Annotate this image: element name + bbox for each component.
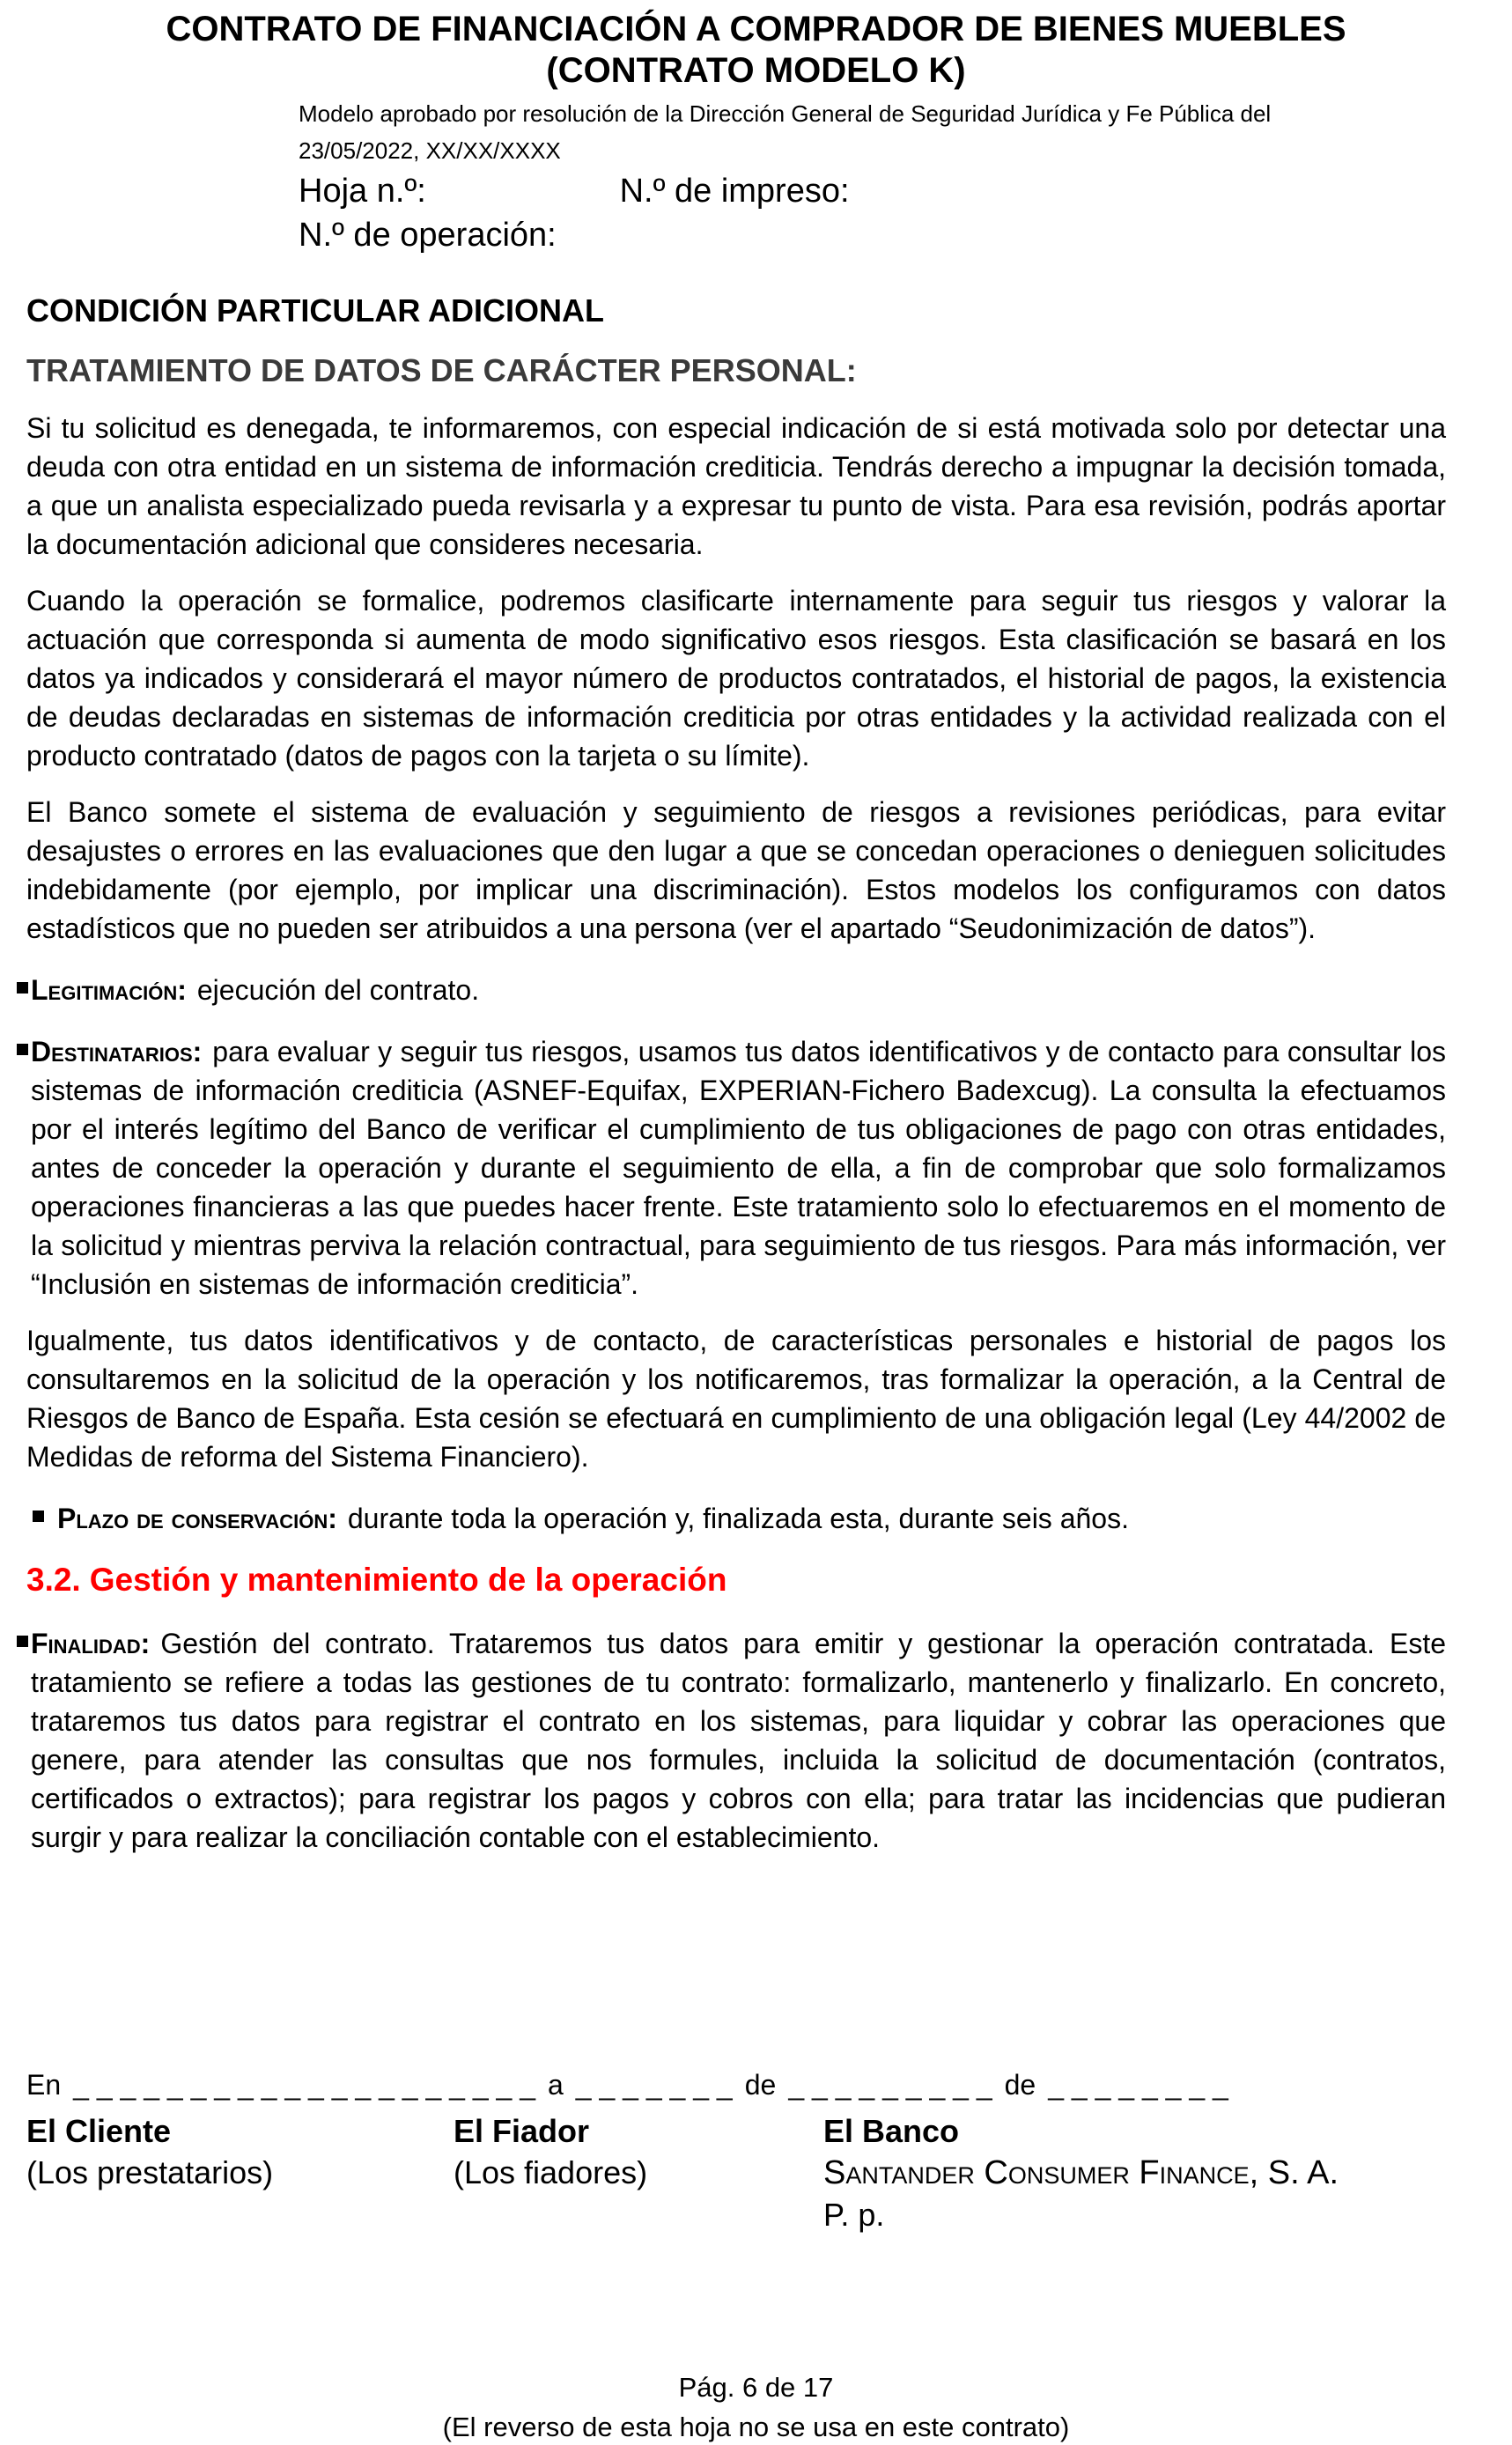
signature-columns: [0, 2104, 1512, 2289]
guarantor-name: El Fiador: [454, 2113, 590, 2149]
page-footer: [0, 2367, 1512, 2445]
legitimacion-text: ejecución del contrato.: [196, 974, 480, 1006]
destinatarios-text: para evaluar y seguir tus riesgos, usamos tus datos identificativos y de contacto para consultar los sistemas de información crediticia (ASNEF-Equifax, EXPERIAN-Fichero Badexcug). La consulta la efectuamos por el interés legítimo del Banco de verificar el cumplimiento de tus obligaciones de pago con otras entidades, antes de conceder la operación y durante el seguimiento de ella, a fin de comprobar que solo formalizamos operaciones financieras a las que puedes hacer frente. Este tratamiento solo lo efectuaremos en el momento de la solicitud y mientras perviva la relación contractual, para seguimiento de tus riesgos. Para más información, ver “Inclusión en sistemas de información crediticia”.: [31, 1036, 1446, 1300]
operation-number-label: N.º de operación:: [299, 217, 557, 254]
section-heading: CONDICIÓN PARTICULAR ADICIONAL: [26, 292, 604, 329]
bullet-legitimacion: [31, 971, 1446, 1009]
signature-client-column: [26, 2111, 273, 2194]
document-title-line2: (CONTRATO MODELO K): [546, 51, 966, 90]
approval-note-line1: Modelo aprobado por resolución de la Dirección General de Seguridad Jurídica y Fe Pública del: [299, 100, 1272, 127]
place-label: En: [26, 2069, 62, 2101]
bullet-plazo-conservacion: [57, 1499, 1446, 1538]
sheet-number-label: Hoja n.º:: [299, 173, 426, 210]
guarantor-role: (Los fiadores): [454, 2154, 648, 2190]
legitimacion-label: Legitimación:: [31, 974, 187, 1006]
paragraph-igualmente: Igualmente, tus datos identificativos y de contacto, de características personales e historial de pagos los consultaremos en la solicitud de la operación y los notificaremos, tras formalizar la operación, a la Central de Riesgos de Banco de España. Esta cesión se efectuará en cumplimiento de una obligación legal (Ley 44/2002 de Medidas de reforma del Sistema Financiero).: [26, 1325, 1446, 1473]
destinatarios-label: Destinatarios:: [31, 1036, 203, 1067]
signature-block: [0, 2065, 1512, 2289]
plazo-text: durante toda la operación y, finalizada esta, durante seis años.: [347, 1503, 1129, 1534]
bank-pp: P. p.: [823, 2197, 885, 2233]
day-blank: _ _ _ _ _ _ _: [575, 2069, 733, 2101]
paragraph-revisiones: El Banco somete el sistema de evaluación y seguimiento de riesgos a revisiones periódicas, para evitar desajustes o errores en las evaluaciones que den lugar a que se concedan operaciones o denieguen solicitudes indebidamente (por ejemplo, por implicar una discriminación). Estos modelos los configuramos con datos estadísticos que no pueden ser atribuidos a una persona (ver el apartado “Seudonimización de datos”).: [26, 796, 1446, 944]
bullet-destinatarios: [31, 1032, 1446, 1304]
document-title-line1: CONTRATO DE FINANCIACIÓN A COMPRADOR DE BIENES MUEBLES: [166, 10, 1346, 48]
paragraph-denegada: Si tu solicitud es denegada, te informaremos, con especial indicación de si está motivada solo por detectar una deuda con otra entidad en un sistema de información crediticia. Tendrás derecho a impugnar la decisión tomada, a que un analista especializado pueda revisarla y a expresar tu punto de vista. Para esa revisión, podrás aportar la documentación adicional que consideres necesaria.: [26, 412, 1446, 560]
subsection-title: Gestión y mantenimiento de la operación: [89, 1562, 727, 1598]
bank-name: El Banco: [823, 2113, 960, 2149]
signature-date-line: [26, 2065, 1512, 2104]
place-blank: _ _ _ _ _ _ _ _ _ _ _ _ _ _ _ _ _ _ _ _: [73, 2069, 535, 2101]
header-info-block: [299, 95, 1512, 257]
finalidad-text: Gestión del contrato. Trataremos tus datos para emitir y gestionar la operación contratada. Este tratamiento se refiere a todas las gestiones de tu contrato: formalizarlo, mantenerlo y finalizarlo. En concreto, trataremos tus datos para registrar el contrato en los sistemas, para liquidar y cobrar las operaciones que genere, para atender las consultas que nos formules, incluida la solicitud de documentación (contratos, certificados o extractos); para registrar los pagos y cobros con ella; para tratar las incidencias que pudieran surgir y para realizar la conciliación contable con el establecimiento.: [31, 1628, 1446, 1853]
subsection-heading-gestion: [26, 1559, 1446, 1601]
plazo-label: Plazo de conservación:: [57, 1503, 337, 1534]
bullet-finalidad: [31, 1624, 1446, 1857]
document-header: [0, 0, 1512, 92]
client-name: El Cliente: [26, 2113, 172, 2149]
page-indicator: Pág. 6 de 17: [678, 2372, 834, 2403]
day-label: a: [548, 2069, 564, 2101]
year-label: de: [1004, 2069, 1036, 2101]
data-protection-subheading: TRATAMIENTO DE DATOS DE CARÁCTER PERSONAL:: [26, 352, 857, 388]
signature-guarantor-column: [454, 2111, 647, 2194]
client-role: (Los prestatarios): [26, 2154, 274, 2190]
year-blank: _ _ _ _ _ _ _ _: [1048, 2069, 1228, 2101]
month-label: de: [744, 2069, 777, 2101]
signature-bank-column: [823, 2111, 1339, 2236]
finalidad-label: Finalidad:: [31, 1628, 151, 1659]
contract-body: [0, 291, 1512, 1857]
print-number-label: N.º de impreso:: [619, 173, 850, 210]
operation-row: [299, 213, 1512, 257]
sheet-print-row: [299, 169, 1512, 213]
approval-note-line2: 23/05/2022, XX/XX/XXXX: [299, 137, 561, 164]
bank-company-name: Santander Consumer Finance, S. A.: [823, 2154, 1339, 2191]
paragraph-clasificacion: Cuando la operación se formalice, podremos clasificarte internamente para seguir tus riesgos y valorar la actuación que corresponda si aumenta de modo significativo esos riesgos. Esta clasificación se basará en los datos ya indicados y considerará el mayor número de productos contratados, el historial de pagos, la existencia de deudas declaradas en sistemas de información crediticia por otras entidades y la actividad realizada con el producto contratado (datos de pagos con la tarjeta o su límite).: [26, 585, 1446, 772]
month-blank: _ _ _ _ _ _ _ _ _: [788, 2069, 992, 2101]
subsection-number: 3.2.: [26, 1562, 81, 1598]
reverse-note: (El reverso de esta hoja no se usa en este contrato): [442, 2412, 1070, 2442]
